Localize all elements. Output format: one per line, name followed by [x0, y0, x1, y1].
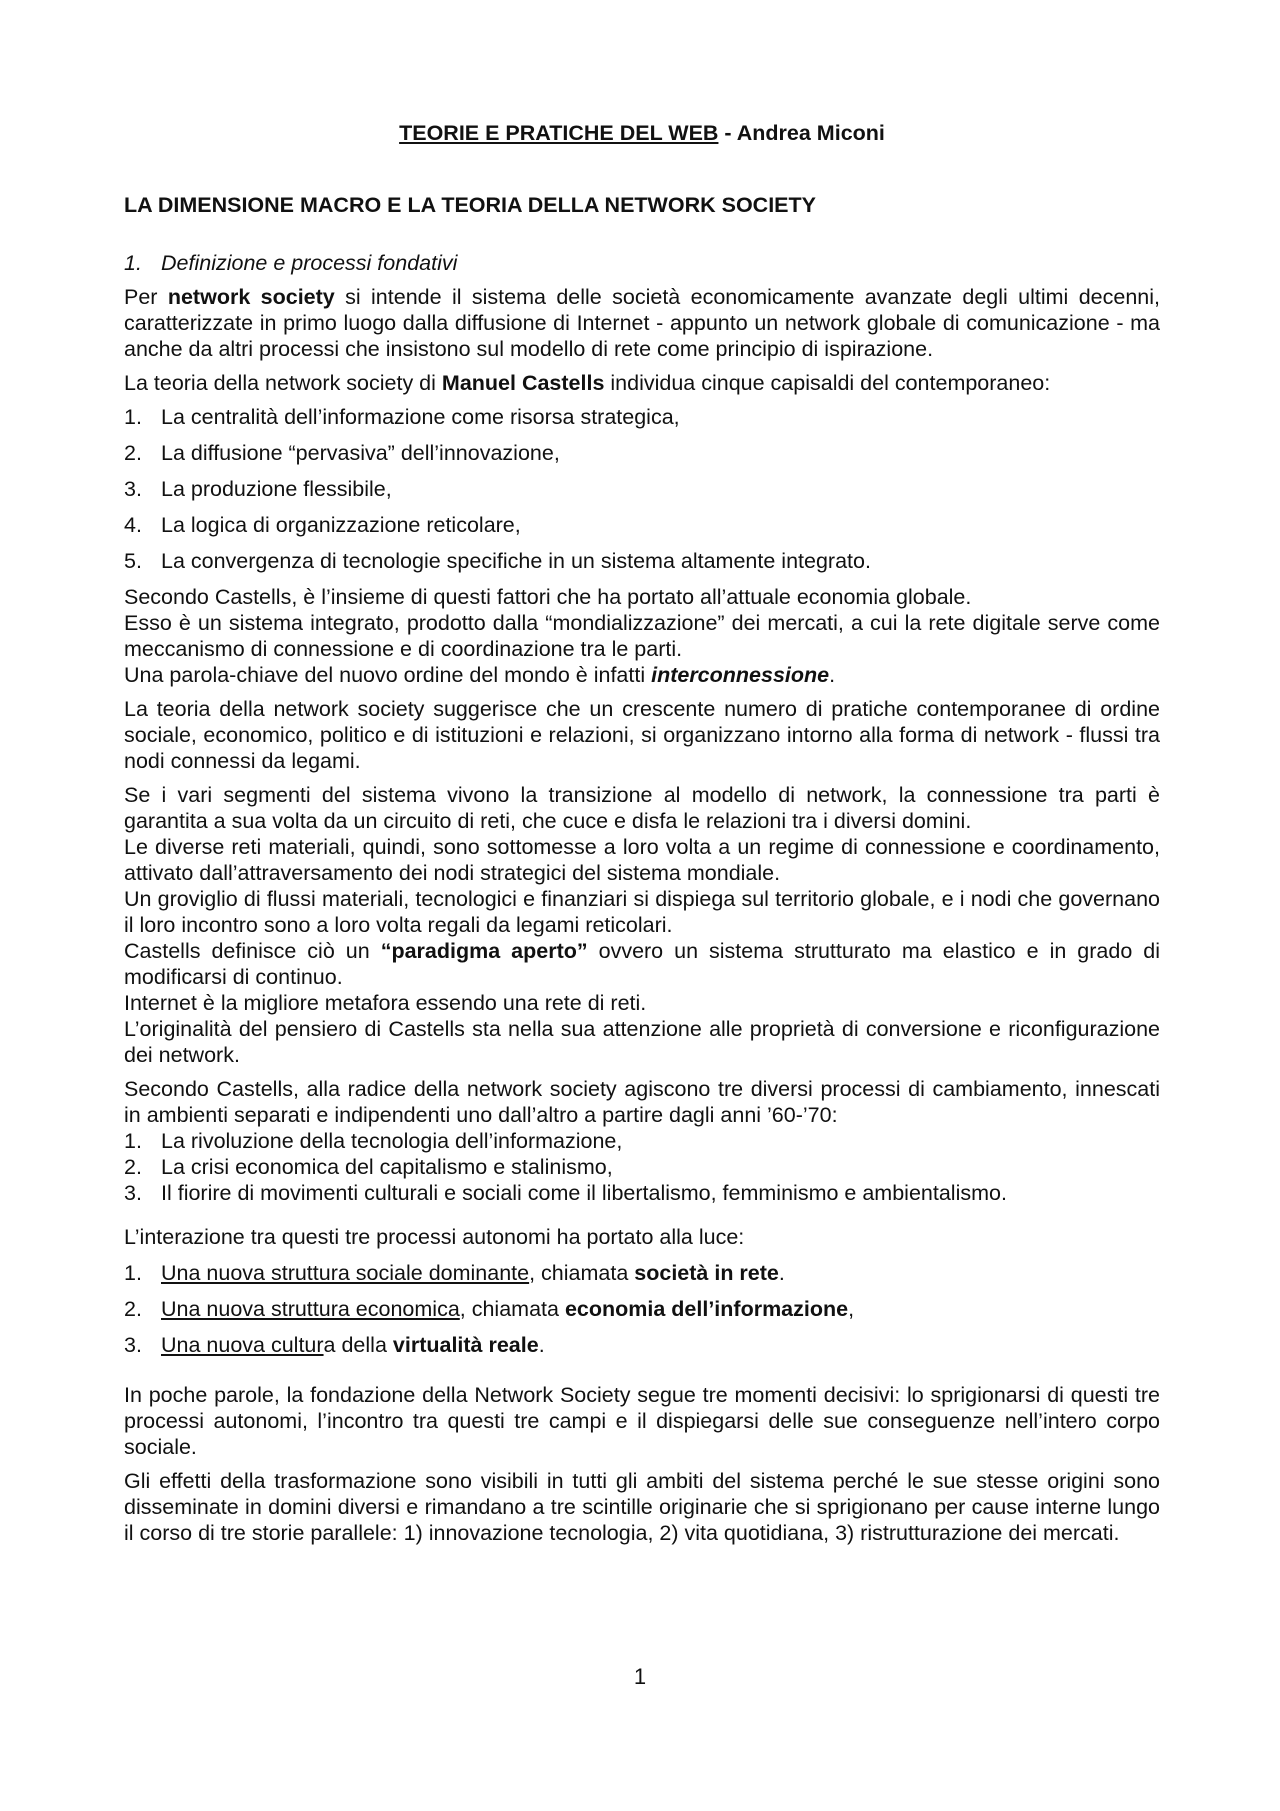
text-run: .	[538, 1333, 545, 1357]
section-heading: LA DIMENSIONE MACRO E LA TEORIA DELLA NETWORK SOCIETY	[124, 193, 816, 217]
list-number: 4.	[124, 513, 142, 537]
text-run: Una parola-chiave del nuovo ordine del mondo è infatti	[124, 663, 652, 687]
list-item	[124, 1128, 1160, 1154]
list-text: La produzione flessibile,	[161, 477, 392, 501]
text-run: .	[778, 1261, 785, 1285]
paragraph-segments: Se i vari segmenti del sistema vivono la transizione al modello di network, la connessione tra parti è garantita a sua volta da un circuito di reti, che cuce e disfa le relazioni tra i diversi domini.	[124, 783, 1160, 833]
underlined-text: Una nuova struttura sociale dominante	[161, 1261, 530, 1285]
paragraph-internet-metaphor: Internet è la migliore metafora essendo una rete di reti.	[124, 991, 647, 1015]
underlined-text: Una nuova struttura economica	[161, 1297, 460, 1321]
list-pillars	[124, 404, 1160, 574]
list-item	[124, 1180, 1160, 1206]
list-text	[161, 1332, 545, 1358]
list-item	[124, 1332, 1160, 1358]
list-text: La crisi economica del capitalismo e stalinismo,	[161, 1155, 613, 1179]
text-run: , chiamata	[529, 1261, 635, 1285]
paragraph-interaction: L’interazione tra questi tre processi autonomi ha portato alla luce:	[124, 1225, 745, 1249]
paragraph-flows: Un groviglio di flussi materiali, tecnologici e finanziari si dispiega sul territorio globale, e i nodi che governano il loro incontro sono a loro volta regali da legami reticolari.	[124, 887, 1160, 937]
author-name: Manuel Castells	[441, 371, 605, 395]
list-number: 2.	[124, 1297, 142, 1321]
paragraph-material-networks: Le diverse reti materiali, quindi, sono sottomesse a loro volta a un regime di connessione e coordinamento, attivato dall’attraversamento dei nodi strategici del sistema mondiale.	[124, 835, 1160, 885]
paragraph-definition	[124, 284, 1160, 362]
paragraph-effects: Gli effetti della trasformazione sono visibili in tutti gli ambiti del sistema perché le sue stesse origini sono disseminate in domini diversi e rimandano a tre scintille originarie che si sprigionano per cause interne lungo il corso di tre storie parallele: 1) innovazione tecnologia, 2) vita quotidiana, 3) ristrutturazione dei mercati.	[124, 1469, 1160, 1545]
text-run: .	[829, 663, 836, 687]
list-text: La centralità dell’informazione come risorsa strategica,	[161, 405, 680, 429]
document-title	[124, 120, 1160, 146]
list-item	[124, 1296, 1160, 1322]
text-run: individua cinque capisaldi del contemporaneo:	[604, 371, 1051, 395]
title-course: TEORIE E PRATICHE DEL WEB	[399, 121, 719, 145]
list-text: La diffusione “pervasiva” dell’innovazione,	[161, 441, 560, 465]
paragraph-summary: In poche parole, la fondazione della Network Society segue tre momenti decisivi: lo sprigionarsi di questi tre processi autonomi, l’incontro tra questi tre campi e il dispiegarsi delle sue conseguenze nell’intero corpo sociale.	[124, 1383, 1160, 1459]
list-number: 3.	[124, 1181, 142, 1205]
list-item	[124, 440, 1160, 466]
paragraph-network-practices: La teoria della network society suggerisce che un crescente numero di pratiche contemporanee di ordine sociale, economico, politico e di istituzioni e relazioni, si organizzano intorno alla forma di network - flussi tra nodi connessi da legami.	[124, 697, 1160, 773]
bold-term: virtualità reale	[392, 1333, 539, 1357]
bold-term: economia dell’informazione	[564, 1297, 849, 1321]
page-number: 1	[633, 1664, 647, 1689]
list-number: 2.	[124, 441, 142, 465]
paragraph-castells-theory	[124, 370, 1160, 396]
bold-term: società in rete	[634, 1261, 779, 1285]
list-number: 1.	[124, 1261, 142, 1285]
subsection-number: 1.	[124, 251, 142, 275]
list-number: 1.	[124, 1129, 142, 1153]
list-item	[124, 1260, 1160, 1286]
list-number: 1.	[124, 405, 142, 429]
subsection-heading	[124, 250, 1160, 276]
keyword-interconnessione: interconnessione	[651, 663, 830, 687]
list-text: La rivoluzione della tecnologia dell’informazione,	[161, 1129, 623, 1153]
text-run: si intende il sistema delle società economicamente avanzate degli ultimi decenni, caratterizzate in primo luogo dalla diffusione di Internet - appunto un network globale di comunicazione - ma anche da altri processi che insistono sul modello di rete come principio di ispirazione.	[124, 285, 1160, 361]
list-number: 3.	[124, 1333, 142, 1357]
paragraph-integrated-system: Esso è un sistema integrato, prodotto dalla “mondializzazione” dei mercati, a cui la rete digitale serve come meccanismo di connessione e di coordinazione tra le parti.	[124, 611, 1160, 661]
list-text	[161, 1260, 785, 1286]
text-run: , chiamata	[459, 1297, 565, 1321]
term-paradigma-aperto: “paradigma aperto”	[380, 939, 588, 963]
text-run: a della	[323, 1333, 393, 1357]
text-run: ,	[848, 1297, 855, 1321]
list-text	[161, 1296, 854, 1322]
list-item	[124, 476, 1160, 502]
list-outcomes	[124, 1260, 1160, 1358]
list-item	[124, 1154, 1160, 1180]
list-processes	[124, 1128, 1160, 1206]
paragraph-open-paradigm	[124, 938, 1160, 990]
list-text: La logica di organizzazione reticolare,	[161, 513, 521, 537]
list-number: 2.	[124, 1155, 142, 1179]
list-item	[124, 548, 1160, 574]
text-run: ovvero un sistema strutturato ma elastico e in grado di modificarsi di continuo.	[124, 939, 1160, 989]
document-page	[124, 120, 1160, 1546]
paragraph-keyword	[124, 662, 1160, 688]
text-run: Castells definisce ciò un	[124, 939, 381, 963]
underlined-text: Una nuova cultur	[161, 1333, 324, 1357]
list-text: La convergenza di tecnologie specifiche in un sistema altamente integrato.	[161, 549, 871, 573]
paragraph-originality: L’originalità del pensiero di Castells sta nella sua attenzione alle proprietà di conversione e riconfigurazione dei network.	[124, 1017, 1160, 1067]
paragraph-global-economy-line: Secondo Castells, è l’insieme di questi fattori che ha portato all’attuale economia globale.	[124, 585, 972, 609]
subsection-title: Definizione e processi fondativi	[161, 251, 458, 275]
list-number: 3.	[124, 477, 142, 501]
text-run: La teoria della network society di	[124, 371, 442, 395]
list-item	[124, 512, 1160, 538]
list-item	[124, 404, 1160, 430]
text-run: Per	[124, 285, 168, 309]
title-author: - Andrea Miconi	[718, 121, 885, 145]
term-network-society: network society	[167, 285, 335, 309]
paragraph-three-processes: Secondo Castells, alla radice della network society agiscono tre diversi processi di cambiamento, innescati in ambienti separati e indipendenti uno dall’altro a partire dagli anni ’60-’70:	[124, 1077, 1160, 1127]
list-number: 5.	[124, 549, 142, 573]
list-text: Il fiorire di movimenti culturali e sociali come il libertalismo, femminismo e ambientalismo.	[161, 1181, 1007, 1205]
